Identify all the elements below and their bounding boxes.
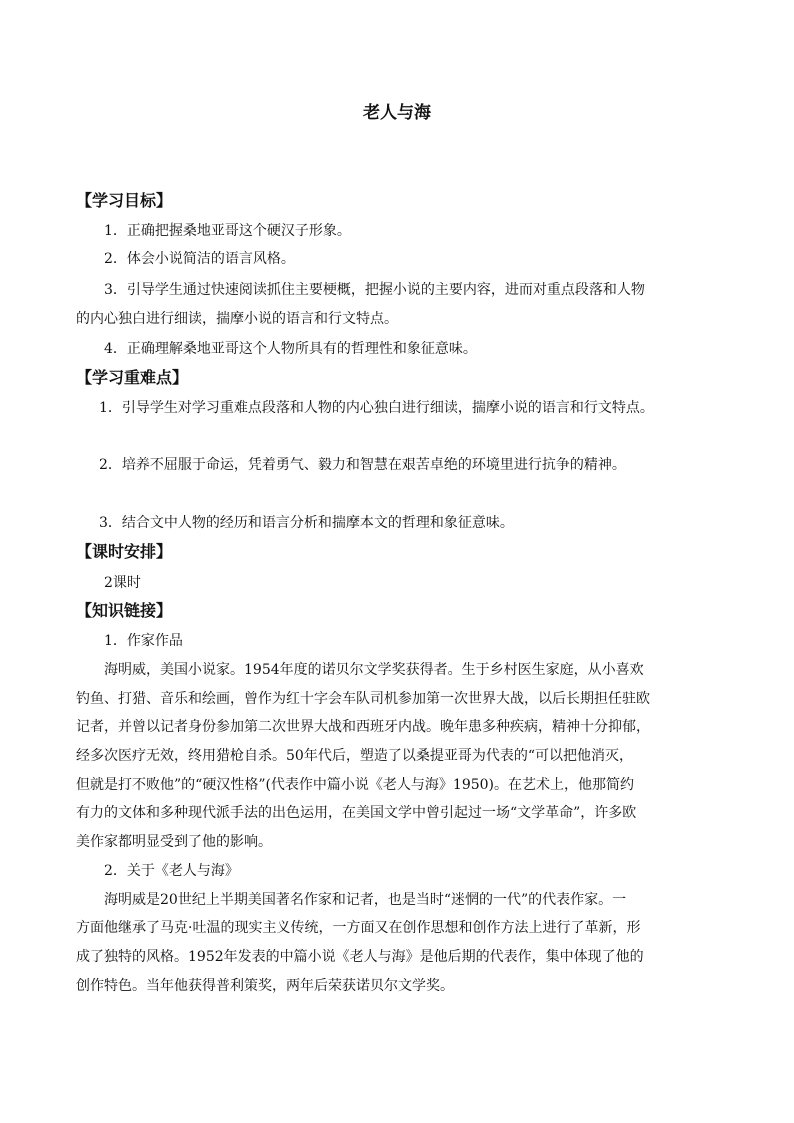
key-point-item-1: 1．引导学生对学习重难点段落和人物的内心独白进行细读，揣摩小说的语言和行文特点。 [99,400,654,416]
knowledge-para1-line: 美作家都明显受到了他的影响。 [76,834,272,850]
goal-item-2: 2．体会小说简洁的语言风格。 [104,251,295,267]
key-point-item-2: 2．培养不屈服于命运，凭着勇气、毅力和智慧在艰苦卓绝的环境里进行抗争的精神。 [99,457,626,473]
heading-knowledge-links: 【知识链接】 [76,601,173,620]
knowledge-subheading-1: 1．作家作品 [104,633,183,649]
page-title: 老人与海 [363,103,431,123]
goal-item-3-line-2: 的内心独白进行细读，揣摩小说的语言和行文特点。 [76,311,398,327]
goal-item-4: 4．正确理解桑地亚哥这个人物所具有的哲理性和象征意味。 [104,341,477,357]
heading-learning-goals: 【学习目标】 [76,191,173,210]
knowledge-para1-line: 经多次医疗无效，终用猎枪自杀。50年代后，塑造了以桑提亚哥为代表的“可以把他消灭， [76,748,633,764]
knowledge-para1-line: 有力的文体和多种现代派手法的出色运用，在美国文学中曾引起过一场“文学革命”，许多欧 [76,805,637,821]
heading-schedule: 【课时安排】 [76,542,173,561]
knowledge-subheading-2: 2．关于《老人与海》 [104,863,239,879]
goal-item-1: 1．正确把握桑地亚哥这个硬汉子形象。 [104,223,351,239]
knowledge-para1-line: 但就是打不败他”的“硬汉性格”(代表作中篇小说《老人与海》1950)。在艺术上，他那简约 [76,777,635,793]
schedule-text: 2课时 [104,575,141,591]
knowledge-para2-line: 创作特色。当年他获得普利策奖，两年后荣获诺贝尔文学奖。 [76,978,454,994]
heading-key-points: 【学习重难点】 [76,368,189,387]
knowledge-para2-line: 成了独特的风格。1952年发表的中篇小说《老人与海》是他后期的代表作，集中体现了他的 [76,949,644,965]
knowledge-para1-line: 海明威，美国小说家。1954年度的诺贝尔文学奖获得者。生于乡村医生家庭，从小喜欢 [104,662,644,678]
knowledge-para2-line: 海明威是20世纪上半期美国著名作家和记者，也是当时“迷惘的一代”的代表作家。一 [104,892,627,908]
knowledge-para1-line: 记者，并曾以记者身份参加第二次世界大战和西班牙内战。晚年患多种疾病，精神十分抑郁， [76,719,650,735]
knowledge-para1-line: 钓鱼、打猎、音乐和绘画，曾作为红十字会车队司机参加第一次世界大战，以后长期担任驻欧 [76,691,650,707]
knowledge-para2-line: 方面他继承了马克·吐温的现实主义传统，一方面又在创作思想和创作方法上进行了革新，形 [76,920,641,936]
key-point-item-3: 3．结合文中人物的经历和语言分析和揣摩本文的哲理和象征意味。 [99,515,514,531]
goal-item-3-line-1: 3．引导学生通过快速阅读抓住主要梗概，把握小说的主要内容，进而对重点段落和人物 [104,282,645,298]
